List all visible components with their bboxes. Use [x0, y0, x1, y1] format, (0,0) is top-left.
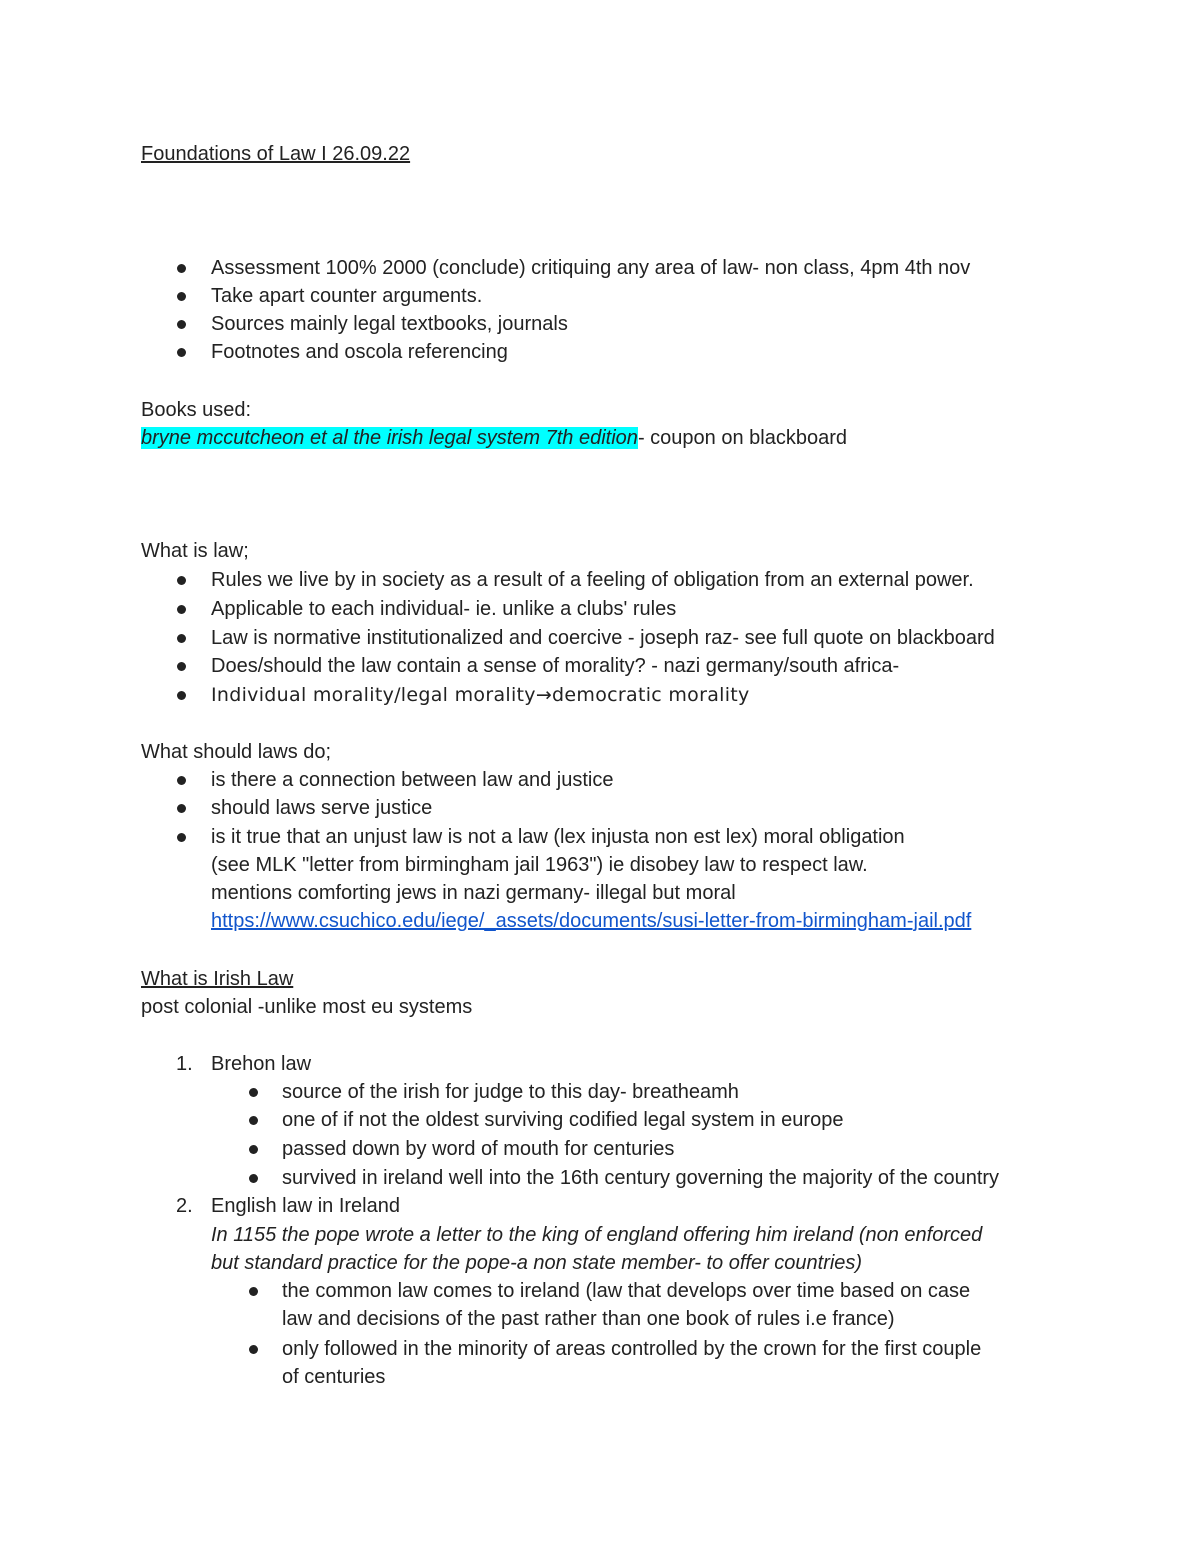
list-item: should laws serve justice: [211, 797, 433, 819]
list-item-continuation: mentions comforting jews in nazi germany- illegal but moral: [211, 882, 736, 904]
list-item: Rules we live by in society as a result of a feeling of obligation from an external power.: [211, 569, 974, 591]
list-item: Footnotes and oscola referencing: [211, 341, 508, 363]
section-title: English law in Ireland: [211, 1195, 400, 1217]
list-item: is there a connection between law and justice: [211, 769, 614, 791]
highlighted-book-title: bryne mccutcheon et al the irish legal system 7th edition: [141, 427, 638, 449]
bullet-icon: [177, 634, 186, 643]
bullet-icon: [177, 662, 186, 671]
bullet-icon: [177, 804, 186, 813]
what-is-law-heading: What is law;: [141, 540, 249, 562]
bullet-icon: [249, 1345, 258, 1354]
bullet-icon: [177, 320, 186, 329]
bullet-icon: [177, 605, 186, 614]
bullet-icon: [177, 833, 186, 842]
section-italic-note: In 1155 the pope wrote a letter to the king of england offering him ireland (non enforced: [211, 1224, 983, 1246]
list-item: Does/should the law contain a sense of morality? - nazi germany/south africa-: [211, 655, 900, 677]
bullet-icon: [177, 292, 186, 301]
birmingham-letter-link[interactable]: https://www.csuchico.edu/iege/_assets/documents/susi-letter-from-birmingham-jail.pdf: [211, 910, 972, 932]
section-number: 1.: [176, 1053, 193, 1075]
books-note: - coupon on blackboard: [637, 427, 847, 449]
bullet-icon: [177, 576, 186, 585]
list-item: Take apart counter arguments.: [211, 285, 483, 307]
list-item-continuation: (see MLK "letter from birmingham jail 1963") ie disobey law to respect law.: [211, 854, 868, 876]
bullet-icon: [249, 1145, 258, 1154]
list-item: Law is normative institutionalized and coercive - joseph raz- see full quote on blackboard: [211, 627, 995, 649]
bullet-icon: [177, 776, 186, 785]
irish-law-heading: What is Irish Law: [141, 968, 294, 990]
list-item: one of if not the oldest surviving codified legal system in europe: [282, 1109, 844, 1131]
document-title: Foundations of Law I 26.09.22: [141, 143, 411, 165]
books-heading: Books used:: [141, 399, 252, 421]
list-item: source of the irish for judge to this day- breatheamh: [282, 1081, 739, 1103]
list-item: is it true that an unjust law is not a law (lex injusta non est lex) moral obligation: [211, 826, 905, 848]
list-item: Assessment 100% 2000 (conclude) critiquing any area of law- non class, 4pm 4th nov: [211, 257, 971, 279]
section-number: 2.: [176, 1195, 193, 1217]
irish-law-subheading: post colonial -unlike most eu systems: [141, 996, 473, 1018]
bullet-icon: [249, 1088, 258, 1097]
list-item: the common law comes to ireland (law that develops over time based on case: [282, 1280, 971, 1302]
list-item: Sources mainly legal textbooks, journals: [211, 313, 568, 335]
what-should-laws-do-heading: What should laws do;: [141, 741, 332, 763]
list-item-continuation: law and decisions of the past rather than one book of rules i.e france): [282, 1308, 895, 1330]
bullet-icon: [249, 1287, 258, 1296]
section-title: Brehon law: [211, 1053, 312, 1075]
list-item: Applicable to each individual- ie. unlike a clubs' rules: [211, 598, 677, 620]
list-item: survived in ireland well into the 16th century governing the majority of the country: [282, 1167, 1000, 1189]
bullet-icon: [177, 264, 186, 273]
list-item: only followed in the minority of areas controlled by the crown for the first couple: [282, 1338, 982, 1360]
books-line: [141, 424, 847, 452]
bullet-icon: [177, 691, 186, 700]
section-italic-note: but standard practice for the pope-a non state member- to offer countries): [211, 1252, 863, 1274]
list-item: passed down by word of mouth for centuries: [282, 1138, 675, 1160]
list-item-continuation: of centuries: [282, 1366, 386, 1388]
bullet-icon: [249, 1116, 258, 1125]
bullet-icon: [249, 1174, 258, 1183]
list-item: Individual morality/legal morality→democratic morality: [211, 684, 750, 706]
bullet-icon: [177, 348, 186, 357]
